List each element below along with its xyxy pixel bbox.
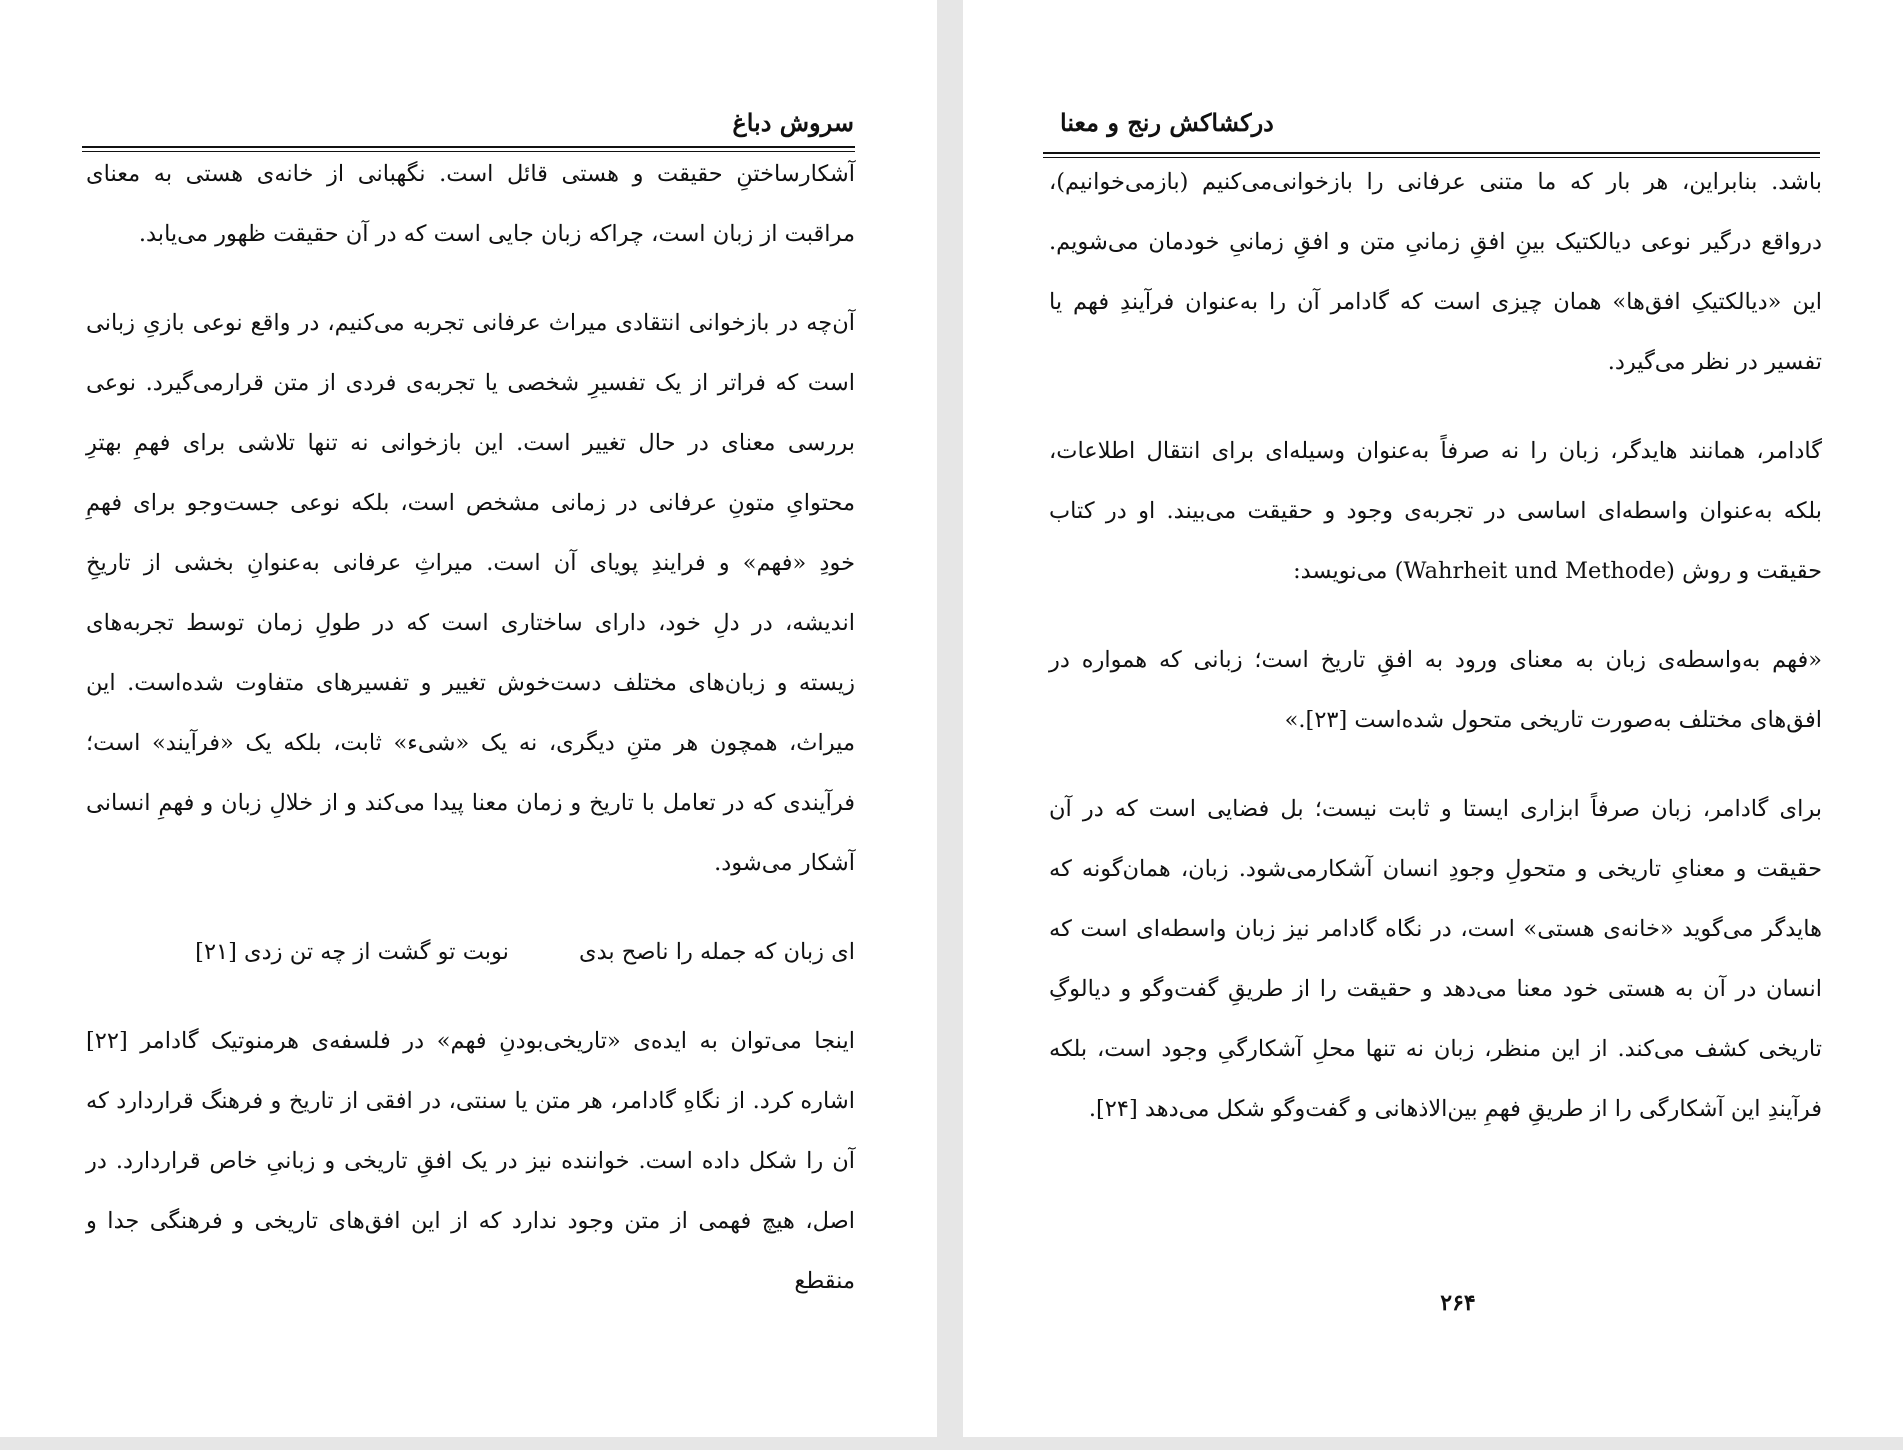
- verse-hemistich-1: ای زبان که جمله را ناصح بدی: [578, 939, 855, 965]
- paragraph: اینجا می‌توان به ایده‌ی «تاریخی‌بودنِ فهم» در فلسفه‌ی هرمنوتیک گادامر [۲۲] اشاره کرد. از نگاهِ گادامر، هر متن یا سنتی، در افقی از تاریخ و فرهنگ قراردارد که آن را شکل داده است. خواننده نیز در یک افقِ تاریخی و زبانیِ خاص قراردارد. در اصل، هیچ فهمی از متن وجود ندارد که از این افق‌های تاریخی و فرهنگی جدا و منقطع: [86, 1028, 855, 1294]
- page-number: ۲۶۴: [1440, 1290, 1476, 1316]
- paragraph: آشکارساختنِ حقیقت و هستی قائل است. نگهبانی از خانه‌ی هستی به معنای مراقبت از زبان است، چراکه زبان جایی است که در آن حقیقت ظهور می‌یابد.: [86, 161, 855, 247]
- paragraph: آن‌چه در بازخوانی انتقادی میراث عرفانی تجربه می‌کنیم، در واقع نوعی بازیِ زبانی است که فراتر از یک تفسیرِ شخصی یا تجربه‌ی فردی از متن قرارمی‌گیرد. نوعی بررسی معنای در حال تغییر است. این بازخوانی نه تنها تلاشی برای فهمِ بهترِ محتوایِ متونِ عرفانی در زمانی مشخص است، بلکه نوعی جست‌وجو برای فهمِ خودِ «فهم» و فرایندِ پویای آن است. میراثِ عرفانی به‌عنوانِ بخشی از تاریخِ اندیشه، در دلِ خود، دارای ساختاری است که در طولِ زمان توسط تجربه‌های زیسته و زبان‌های مختلف دست‌خوش تغییر و تفسیرهای متفاوت شده‌است. این میراث، همچون هر متنِ دیگری، نه یک «شیء» ثابت، بلکه یک «فرآیند» است؛ فرآیندی که در تعامل با تاریخ و زمان معنا پیدا می‌کند و از خلالِ زبان و فهمِ انسانی آشکار می‌شود.: [86, 310, 855, 876]
- left-page: [0, 0, 937, 1437]
- running-header-book-title: درکشاکش رنج و معنا: [1060, 108, 1274, 137]
- paragraph: باشد. بنابراین، هر بار که ما متنی عرفانی را بازخوانی‌می‌کنیم (بازمی‌خوانیم)، درواقع درگیر نوعی دیالکتیک بینِ افقِ زمانیِ متن و افقِ زمانیِ خودمان می‌شویم. این «دیالکتیکِ افق‌ها» همان چیزی است که گادامر آن را به‌عنوان فرآیندِ فهم یا تفسیر در نظر می‌گیرد.: [1049, 169, 1822, 375]
- quotation: «فهم به‌واسطه‌ی زبان به معنای ورود به افقِ تاریخ است؛ زبانی که همواره در افق‌های مختلف به‌صورت تاریخی متحول شده‌است [۲۳].»: [1049, 647, 1822, 733]
- verse-hemistich-2: نوبت تو گشت از چه تن زدی [۲۱]: [195, 939, 509, 965]
- paragraph: گادامر، همانند هایدگر، زبان را نه صرفاً به‌عنوان وسیله‌ای برای انتقال اطلاعات، بلکه به‌عنوان واسطه‌ای اساسی در تجربه‌ی وجود و حقیقت می‌بیند. او در کتاب حقیقت و روش (Wahrheit und Methode) می‌نویسد:: [1049, 438, 1822, 584]
- left-page-body: [86, 144, 855, 1311]
- right-page-body: [1049, 152, 1822, 1139]
- paragraph: برای گادامر، زبان صرفاً ابزاری ایستا و ثابت نیست؛ بل فضایی است که در آن حقیقت و معنایِ تاریخی و متحولِ وجودِ انسان آشکارمی‌شود. زبان، همان‌گونه که هایدگر می‌گوید «خانه‌ی هستی» است، در نگاه گادامر نیز زبان واسطه‌ای است که انسان در آن به هستی خود معنا می‌دهد و حقیقت را از طریقِ گفت‌وگو و دیالوگِ تاریخی کشف می‌کند. از این منظر، زبان نه تنها محلِ آشکارگیِ وجود است، بلکه فرآیندِ این آشکارگی را از طریقِ فهمِ بین‌الاذهانی و گفت‌وگو شکل می‌دهد [۲۴].: [1049, 796, 1822, 1122]
- verse-couplet: [86, 922, 855, 982]
- right-page: [963, 0, 1903, 1437]
- running-header-author: سروش دباغ: [732, 108, 854, 137]
